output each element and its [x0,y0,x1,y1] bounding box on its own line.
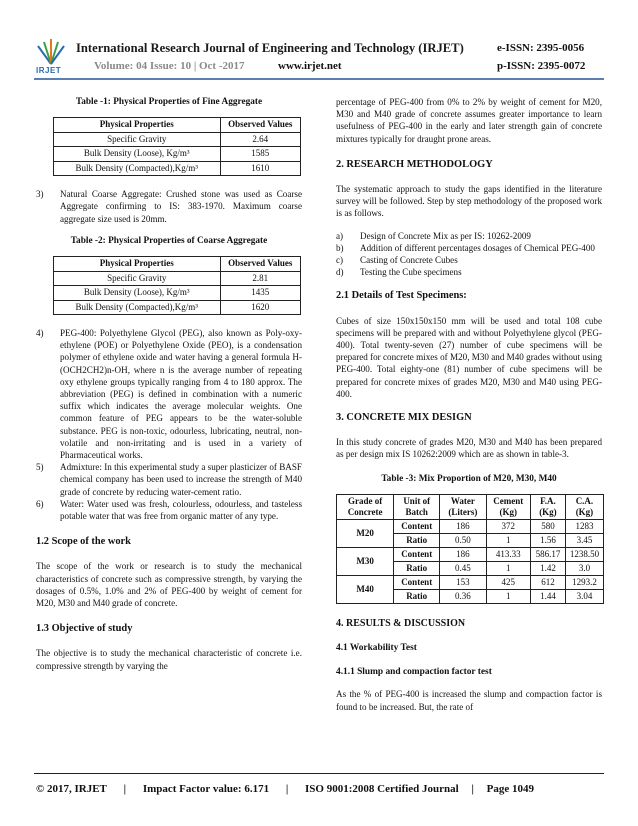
list-number: b) [336,242,344,253]
table-cell: 0.36 [440,589,486,603]
footer-page-number: Page 1049 [486,783,535,795]
table-cell: Bulk Density (Loose), Kg/m³ [54,286,221,301]
table-row [337,547,604,561]
table3-header: Cement (Kg) [486,494,530,519]
table-cell: 1610 [220,161,301,176]
list-item [336,242,602,254]
table-cell: 186 [440,547,486,561]
table-cell: 1283 [565,519,603,533]
table2-caption: Table -2: Physical Properties of Coarse Aggregate [70,235,268,246]
list-number: d) [336,267,344,278]
table-cell: 1620 [220,300,301,315]
journal-title: International Research Journal of Engineering and Technology (IRJET) [76,41,464,55]
list-item [36,461,302,498]
section-heading: 2. RESEARCH METHODOLOGY [336,158,493,170]
website-link[interactable]: www.irjet.net [278,60,342,72]
table-cell: 2.64 [220,132,301,147]
table-cell: 1.42 [531,561,566,575]
paragraph: The objective is to study the mechanical characteristic of concrete i.e. compressive strength by varying the [36,648,302,671]
table2 [53,256,301,315]
irjet-logo-icon [34,36,68,66]
table-row [54,161,301,176]
table3-header: Grade of Concrete [337,494,394,519]
page-header [0,0,638,80]
table-cell: Specific Gravity [54,132,221,147]
table-cell: 3.04 [565,589,603,603]
list-item [336,266,602,278]
table3-header: Water (Liters) [440,494,486,519]
table-cell: Content [394,575,440,589]
table-cell: Ratio [394,589,440,603]
paragraph: As the % of PEG-400 is increased the slump and compaction factor is found to be increased. But, the rate of [336,689,602,712]
section-heading: 1.3 Objective of study [36,623,133,635]
list-number: c) [336,255,344,266]
table-cell: Bulk Density (Loose), Kg/m³ [54,147,221,162]
table-cell: Specific Gravity [54,271,221,286]
table-cell: Ratio [394,533,440,547]
footer-copyright: © 2017, IRJET [36,783,107,795]
list-text: Admixture: In this experimental study a super plasticizer of BASF chemical company has been used to increase the strength of M40 grade of concrete by reducing water-cement ratio. [60,462,302,497]
table2-header: Observed Values [220,257,301,272]
footer-separator: | [123,783,127,795]
table3-caption: Table -3: Mix Proportion of M20, M30, M40 [381,473,557,484]
page-footer [36,783,606,795]
list-text: Casting of Concrete Cubes [360,255,458,266]
table-cell: 1 [486,561,530,575]
table3-header: C.A. (Kg) [565,494,603,519]
paragraph: In this study concrete of grades M20, M30 and M40 has been prepared as per design mix IS 10262:2009 which are as shown in table-3. [336,437,602,460]
table-cell: Ratio [394,561,440,575]
paragraph: Cubes of size 150x150x150 mm will be used and total 108 cube specimens will be prepared with and without Polyethylene glycol (PEG-400). Total twenty-seven (27) number of cube specimens will be prepared for concrete mixes of M20, M30 and M40 grades without using PEG-400. Total eighty-one (81) number of cube specimens will be prepared for concrete mixes of grades M20, M30 and M40 using PEG-400. [336,315,602,399]
table-cell: Content [394,547,440,561]
list-number: 5) [36,462,44,473]
table1-caption: Table -1: Physical Properties of Fine Aggregate [75,97,263,107]
table-cell: 186 [440,519,486,533]
list-number: a) [336,230,344,241]
table-cell: 580 [531,519,566,533]
list-item [36,498,302,522]
table-row [54,147,301,162]
table-cell: 372 [486,519,530,533]
table-cell: 153 [440,575,486,589]
list-item [336,230,602,242]
header-divider [34,78,604,80]
p-issn: p-ISSN: 2395-0072 [497,60,586,72]
list-item [36,188,302,225]
table1-header: Physical Properties [54,118,221,133]
table-cell: 2.81 [220,271,301,286]
table-cell: 3.45 [565,533,603,547]
paragraph: percentage of PEG-400 from 0% to 2% by weight of cement for M20, M30 and M40 grade of concrete assumes greater importance to learn usefulness of PEG-400 in the early and later strength gain of concrete mixtures typically for draught prone areas. [336,97,602,144]
logo-text: IRJET [36,66,62,75]
list-text: PEG-400: Polyethylene Glycol (PEG), also known as Poly-oxy-ethylene (POE) or Polyethylene Oxide (PEO), is a condensation polymer of ethylene oxide and water having a general formula H-(OCH2CH2)n-OH, where n is the average number of repeating oxy ethylene groups typically ranging from 4 to 180 approx. The abbreviation (PEG) is defined in combination with a numeric suffix which indicates the average molecular weights. One common feature of PEG appears to be the water-soluble substance. PEG is non-toxic, odourless, lubricating, neutral, non-volatile and non-irritating and is used in a variety of Pharmaceutical works. [60,328,302,461]
table-cell: 0.50 [440,533,486,547]
footer-impact-factor: Impact Factor value: 6.171 [142,783,270,795]
table-cell: 1238.50 [565,547,603,561]
table-cell: 1.44 [531,589,566,603]
section-heading: 3. CONCRETE MIX DESIGN [336,412,472,424]
list-item [336,254,602,266]
table3 [336,494,604,604]
section-heading: 2.1 Details of Test Specimens: [336,290,467,302]
list-text: Water: Water used was fresh, colourless, odourless, and tasteless potable water that was free from organic matter of any type. [60,498,302,522]
table-cell: 0.45 [440,561,486,575]
right-column [336,96,602,713]
footer-divider [34,773,604,774]
paragraph: The systematic approach to study the gaps identified in the literature survey will be followed. Step by step methodology of the proposed work is as follows. [336,184,602,219]
table3-header: F.A. (Kg) [531,494,566,519]
table-row [54,286,301,301]
section-heading: 4. RESULTS & DISCUSSION [336,617,466,629]
table-cell: 425 [486,575,530,589]
grade-cell: M30 [337,547,394,575]
list-text: Addition of different percentages dosages of Chemical PEG-400 [360,242,595,253]
table3-header: Unit of Batch [394,494,440,519]
subsection-heading: 4.1.1 Slump and compaction factor test [336,667,492,678]
list-text: Testing the Cube specimens [360,267,462,278]
table-cell: 413.33 [486,547,530,561]
left-column [36,96,302,672]
table-cell: 586.17 [531,547,566,561]
table-cell: Bulk Density (Compacted),Kg/m³ [54,161,221,176]
section-heading: 1.2 Scope of the work [36,536,131,548]
table-cell: 1435 [220,286,301,301]
table-cell: 1585 [220,147,301,162]
footer-separator: | [471,783,474,795]
table1-header: Observed Values [220,118,301,133]
table-row [54,132,301,147]
table-cell: Bulk Density (Compacted),Kg/m³ [54,300,221,315]
table-cell: 1 [486,589,530,603]
table-cell: 1.56 [531,533,566,547]
e-issn: e-ISSN: 2395-0056 [497,42,585,54]
list-number: 3) [36,189,44,200]
table-cell: 612 [531,575,566,589]
table-cell: Content [394,519,440,533]
table-row [337,519,604,533]
subsection-heading: 4.1 Workability Test [336,643,417,654]
table1 [53,117,301,176]
footer-iso: ISO 9001:2008 Certified Journal [305,783,459,795]
table-cell: 3.0 [565,561,603,575]
list-item [36,327,302,461]
list-number: 4) [36,328,44,339]
footer-separator: | [285,783,289,795]
grade-cell: M20 [337,519,394,547]
table2-header: Physical Properties [54,257,221,272]
table-row [54,271,301,286]
list-text: Natural Coarse Aggregate: Crushed stone was used as Coarse Aggregate confirming to IS: 383-1970. Maximum coarse aggregate size used is 20mm. [60,189,302,224]
table-cell: 1293.2 [565,575,603,589]
table-cell: 1 [486,533,530,547]
table-row [337,575,604,589]
table-row [54,300,301,315]
list-text: Design of Concrete Mix as per IS: 10262-2009 [360,230,531,241]
volume-issue: Volume: 04 Issue: 10 | Oct -2017 [94,60,245,72]
list-number: 6) [36,498,44,509]
paragraph: The scope of the work or research is to study the mechanical characteristics of concrete such as compressive strength, by varying the dosages of 0.5%, 1.0% and 2% of PEG-400 by weight of cement for M20, M30 and M40 grade of concrete. [36,561,302,609]
grade-cell: M40 [337,575,394,603]
